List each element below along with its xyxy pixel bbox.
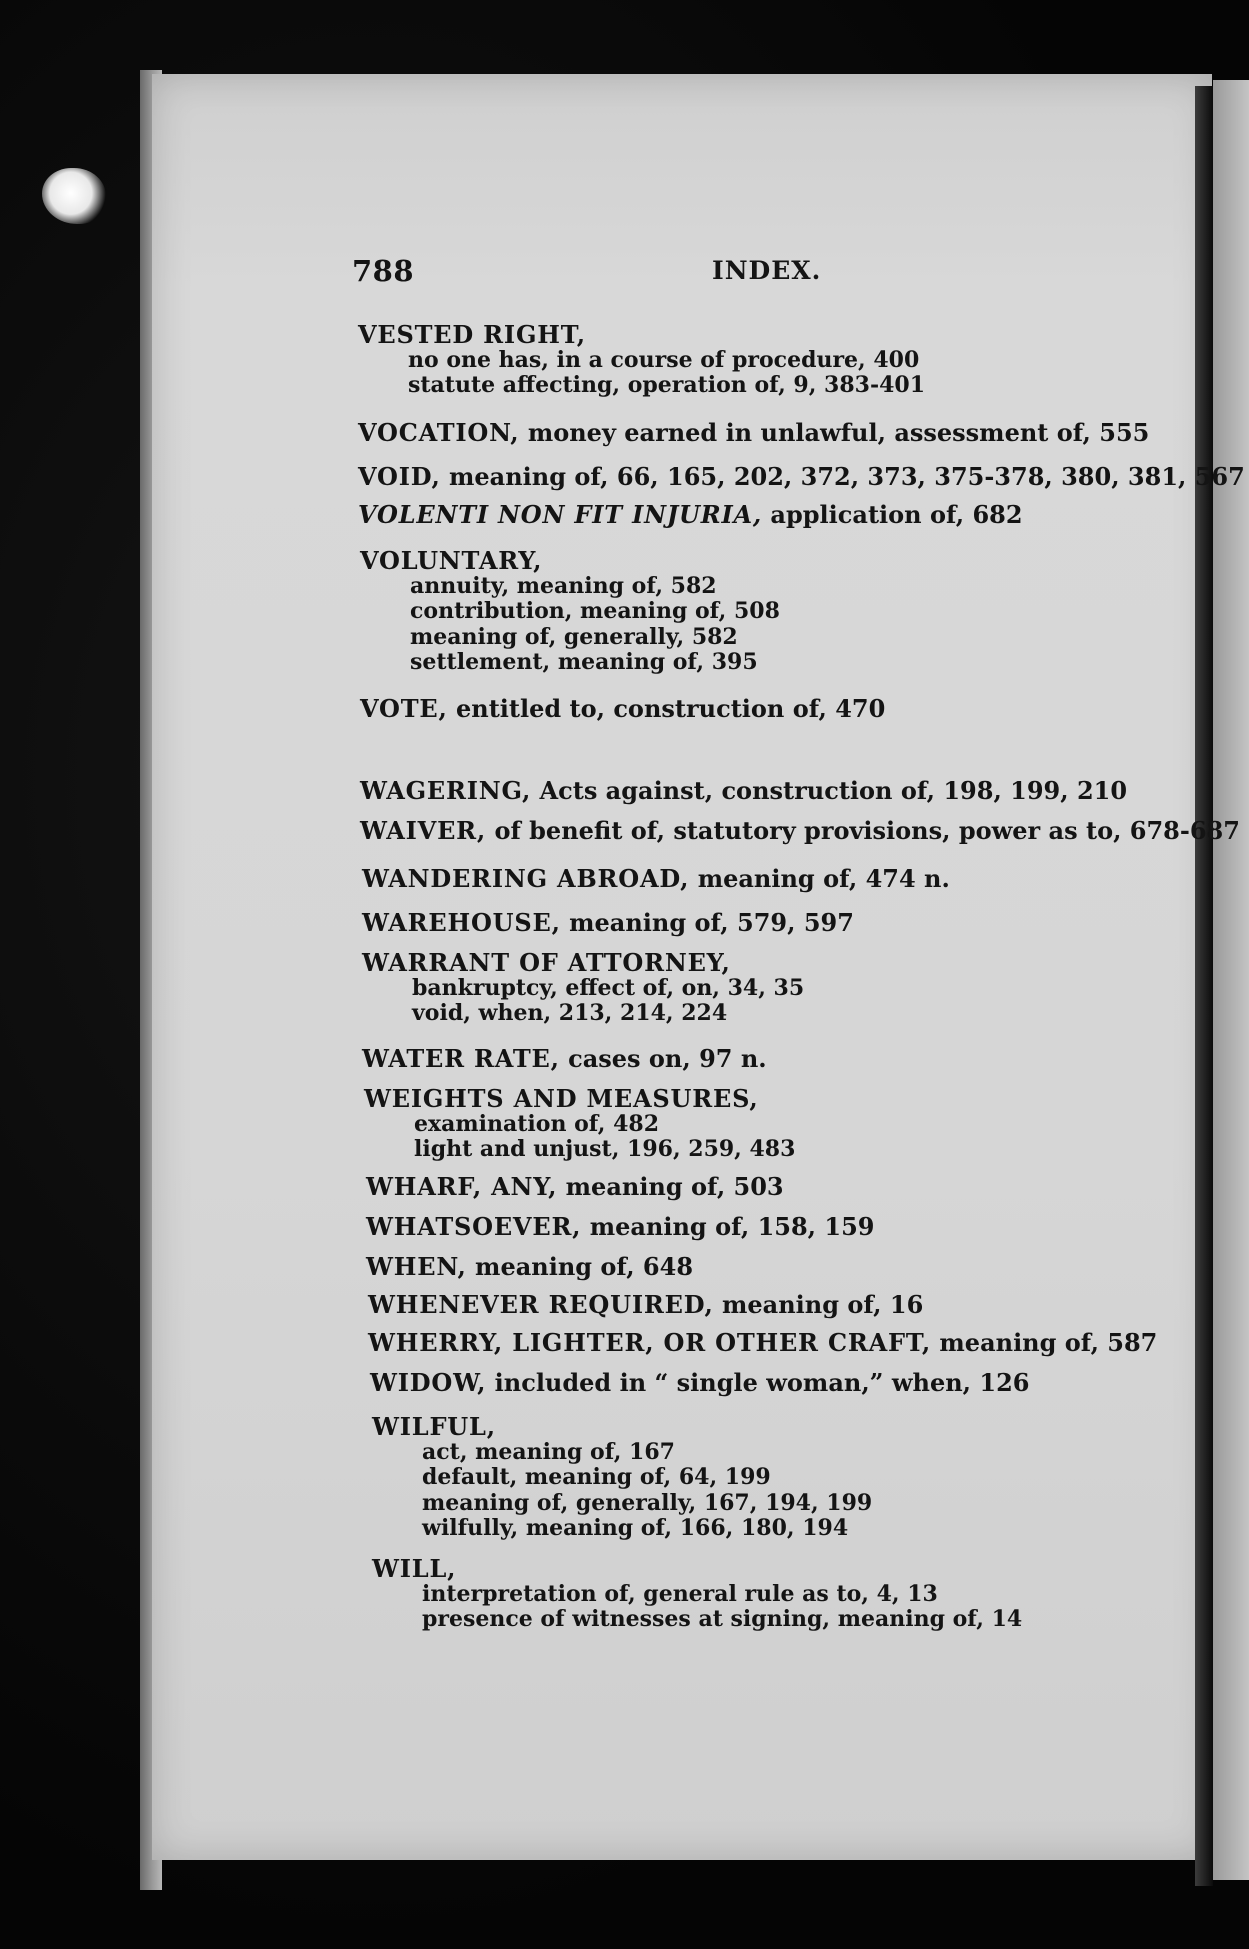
entry-text: meaning of, 648 [466, 1252, 694, 1281]
entry-text: meaning of, 503 [557, 1172, 784, 1201]
entry-text: included in “ single woman,” when, 126 [486, 1368, 1030, 1397]
entry-text: meaning of, 66, 165, 202, 372, 373, 375-378, 380, 381, 567 [440, 462, 1245, 491]
index-entry [362, 910, 854, 936]
entry-heading: WAGERING, [360, 776, 532, 805]
entry-text: meaning of, 579, 597 [560, 908, 854, 937]
sub-entry: bankruptcy, effect of, on, 34, 35 [412, 975, 805, 1002]
index-entry [358, 322, 925, 399]
index-entry [368, 1330, 1157, 1356]
entry-text: of benefit of, statutory provisions, power as to, 678-687 [486, 816, 1240, 845]
sub-entry: default, meaning of, 64, 199 [422, 1464, 771, 1491]
entry-text: meaning of, 474 n. [689, 864, 950, 893]
entry-heading: WEIGHTS AND MEASURES, [364, 1084, 759, 1113]
entry-text: money earned in unlawful, assessment of, 555 [519, 418, 1150, 447]
index-entry [364, 1086, 795, 1163]
index-entry [366, 1254, 693, 1280]
entry-text: meaning of, 158, 159 [581, 1212, 875, 1241]
page-number: 788 [352, 254, 415, 288]
index-entry [366, 1174, 784, 1200]
index-entry [362, 1046, 767, 1072]
index-entry [362, 866, 950, 892]
entry-text: Acts against, construction of, 198, 199, 210 [531, 776, 1128, 805]
entry-heading: VESTED RIGHT, [358, 320, 586, 349]
entry-heading: WIDOW, [370, 1368, 487, 1397]
entry-heading: VOLENTI NON FIT INJURIA, [358, 500, 763, 529]
sub-entry: annuity, meaning of, 582 [410, 573, 717, 600]
entry-heading: WHENEVER REQUIRED, [368, 1290, 714, 1319]
sub-entry: light and unjust, 196, 259, 483 [414, 1136, 796, 1163]
sub-entry: void, when, 213, 214, 224 [412, 1000, 728, 1027]
sub-entry: wilfully, meaning of, 166, 180, 194 [422, 1514, 849, 1541]
entry-heading: WANDERING ABROAD, [362, 864, 690, 893]
index-entry [372, 1414, 872, 1541]
index-entry [360, 778, 1127, 804]
entry-text: meaning of, 587 [931, 1328, 1158, 1357]
sub-entry: presence of witnesses at signing, meaning of, 14 [422, 1606, 1023, 1633]
entry-heading: WILFUL, [372, 1412, 496, 1441]
entry-text: application of, 682 [762, 500, 1023, 529]
entry-heading: VOTE, [360, 694, 448, 723]
entry-heading: WHERRY, LIGHTER, OR OTHER CRAFT, [368, 1328, 932, 1357]
running-title: INDEX. [712, 256, 822, 285]
index-entry [362, 950, 804, 1027]
sub-entry: meaning of, generally, 167, 194, 199 [422, 1489, 873, 1516]
index-entry [360, 818, 1240, 844]
entry-heading: WILL, [372, 1554, 457, 1583]
index-entry [370, 1370, 1029, 1396]
sub-entry: examination of, 482 [414, 1111, 659, 1138]
entry-heading: WHATSOEVER, [366, 1212, 582, 1241]
entry-heading: VOLUNTARY, [360, 546, 543, 575]
entry-heading: WARRANT OF ATTORNEY, [362, 948, 731, 977]
index-entry [358, 502, 1023, 528]
entry-text: cases on, 97 n. [559, 1044, 767, 1073]
sub-entry: act, meaning of, 167 [422, 1439, 675, 1466]
index-entry [360, 696, 885, 722]
sub-entry: settlement, meaning of, 395 [410, 648, 758, 675]
entry-text: entitled to, construction of, 470 [447, 694, 886, 723]
entry-heading: WAREHOUSE, [362, 908, 561, 937]
index-entry [366, 1214, 875, 1240]
entry-heading: WAIVER, [360, 816, 487, 845]
index-entry [358, 420, 1149, 446]
index-entry [368, 1292, 923, 1318]
index-entry [360, 548, 780, 675]
sub-entry: interpretation of, general rule as to, 4, 13 [422, 1581, 938, 1608]
sub-entry: contribution, meaning of, 508 [410, 598, 780, 625]
sub-entry: statute affecting, operation of, 9, 383-401 [408, 372, 926, 399]
entry-heading: WHEN, [366, 1252, 467, 1281]
entry-heading: WHARF, ANY, [366, 1172, 558, 1201]
sub-entry: meaning of, generally, 582 [410, 623, 738, 650]
entry-heading: VOID, [358, 462, 441, 491]
sub-entry: no one has, in a course of procedure, 400 [408, 347, 920, 374]
entry-heading: VOCATION, [358, 418, 520, 447]
entry-text: meaning of, 16 [713, 1290, 924, 1319]
index-entry [372, 1556, 1022, 1633]
index-entry [358, 464, 1245, 490]
entry-heading: WATER RATE, [362, 1044, 560, 1073]
